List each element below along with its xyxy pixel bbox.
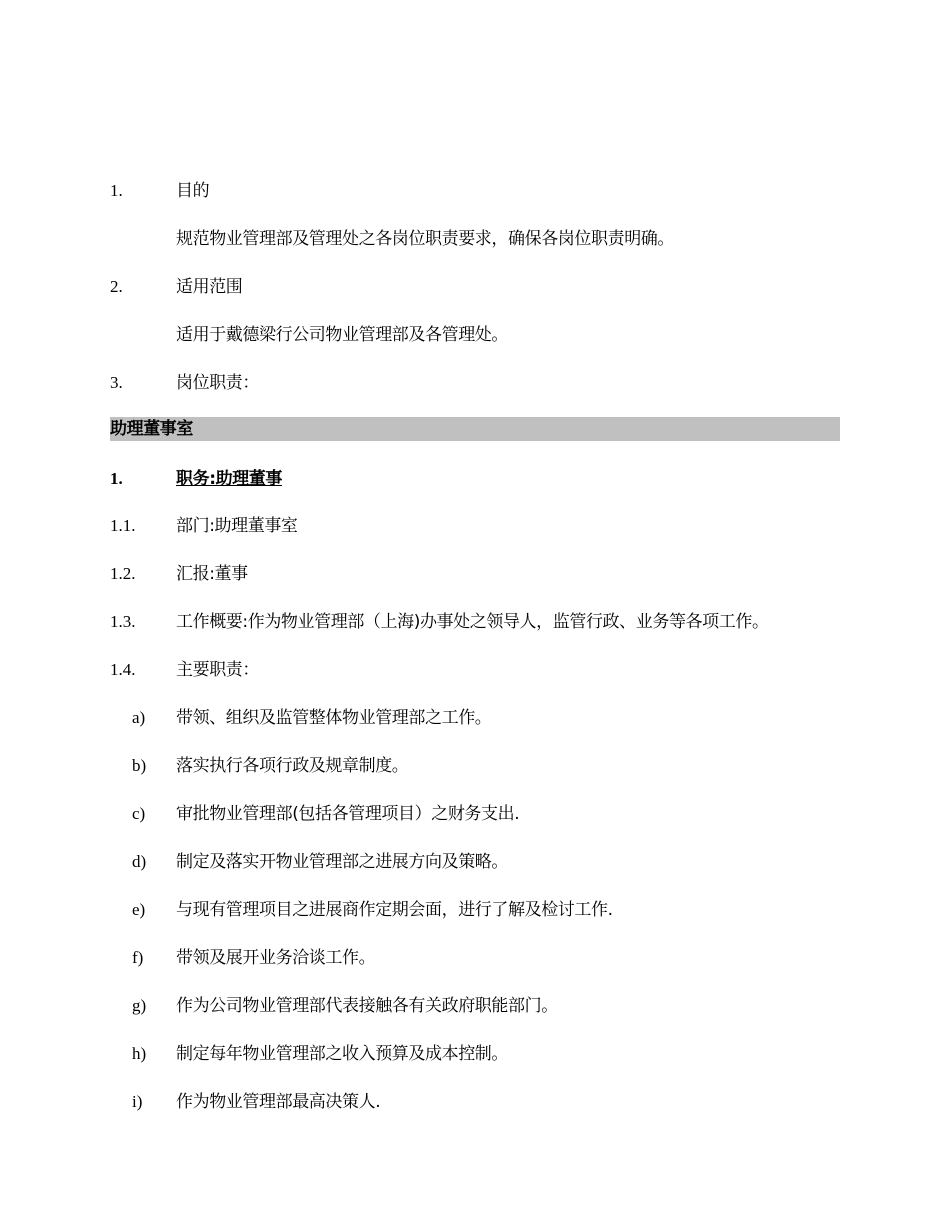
duty-text: 制定每年物业管理部之收入预算及成本控制。 xyxy=(176,1044,508,1064)
duty-item xyxy=(110,847,840,877)
duty-letter: f) xyxy=(132,948,144,967)
intro-body-scope: 适用于戴德梁行公司物业管理部及各管理处。 xyxy=(176,325,508,345)
intro-number: 1. xyxy=(110,181,123,200)
section-heading: 助理董事室 xyxy=(110,419,193,439)
field-main-duties xyxy=(110,655,840,685)
duty-text: 与现有管理项目之进展商作定期会面，进行了解及检讨工作. xyxy=(176,900,613,920)
duty-item xyxy=(110,991,840,1021)
duty-letter: a) xyxy=(132,708,146,727)
duty-text: 制定及落实开物业管理部之进展方向及策略。 xyxy=(176,852,508,872)
duty-text: 作为公司物业管理部代表接触各有关政府职能部门。 xyxy=(176,996,558,1016)
intro-title: 适用范围 xyxy=(176,277,243,297)
duty-text: 审批物业管理部(包括各管理项目）之财务支出. xyxy=(176,804,520,824)
duty-letter: d) xyxy=(132,852,147,871)
field-number: 1.2. xyxy=(110,564,136,583)
intro-number: 2. xyxy=(110,277,123,296)
duty-letter: g) xyxy=(132,996,147,1015)
section-heading-band xyxy=(110,417,840,441)
duty-text: 落实执行各项行政及规章制度。 xyxy=(176,756,409,776)
duty-item xyxy=(110,703,840,733)
position-number: 1. xyxy=(110,469,123,488)
duty-letter: i) xyxy=(132,1092,143,1111)
duty-text: 带领、组织及监管整体物业管理部之工作。 xyxy=(176,708,492,728)
intro-title: 目的 xyxy=(176,181,210,201)
duty-letter: b) xyxy=(132,756,147,775)
position-label: 职务:助理董事 xyxy=(176,469,282,489)
duty-text: 带领及展开业务洽谈工作。 xyxy=(176,948,376,968)
field-number: 1.3. xyxy=(110,612,136,631)
duty-letter: c) xyxy=(132,804,146,823)
intro-item-purpose xyxy=(110,176,840,206)
field-number: 1.4. xyxy=(110,660,136,679)
field-department xyxy=(110,511,840,541)
intro-item-duties xyxy=(110,368,840,398)
intro-title: 岗位职责： xyxy=(176,373,259,393)
intro-number: 3. xyxy=(110,373,123,392)
intro-body-purpose: 规范物业管理部及管理处之各岗位职责要求，确保各岗位职责明确。 xyxy=(176,229,674,249)
intro-item-scope xyxy=(110,272,840,302)
duty-item xyxy=(110,1039,840,1069)
duty-item xyxy=(110,751,840,781)
duty-item xyxy=(110,799,840,829)
field-text: 汇报:董事 xyxy=(176,564,248,584)
field-report-to xyxy=(110,559,840,589)
duty-text: 作为物业管理部最高决策人. xyxy=(176,1092,381,1112)
position-heading xyxy=(110,464,840,494)
field-number: 1.1. xyxy=(110,516,136,535)
field-text: 工作概要:作为物业管理部（上海)办事处之领导人，监管行政、业务等各项工作。 xyxy=(176,612,769,632)
duty-letter: h) xyxy=(132,1044,147,1063)
duty-item xyxy=(110,1087,840,1117)
duty-item xyxy=(110,943,840,973)
field-text: 部门:助理董事室 xyxy=(176,516,298,536)
field-text: 主要职责： xyxy=(176,660,259,680)
duty-item xyxy=(110,895,840,925)
duty-letter: e) xyxy=(132,900,146,919)
field-summary xyxy=(110,607,840,637)
